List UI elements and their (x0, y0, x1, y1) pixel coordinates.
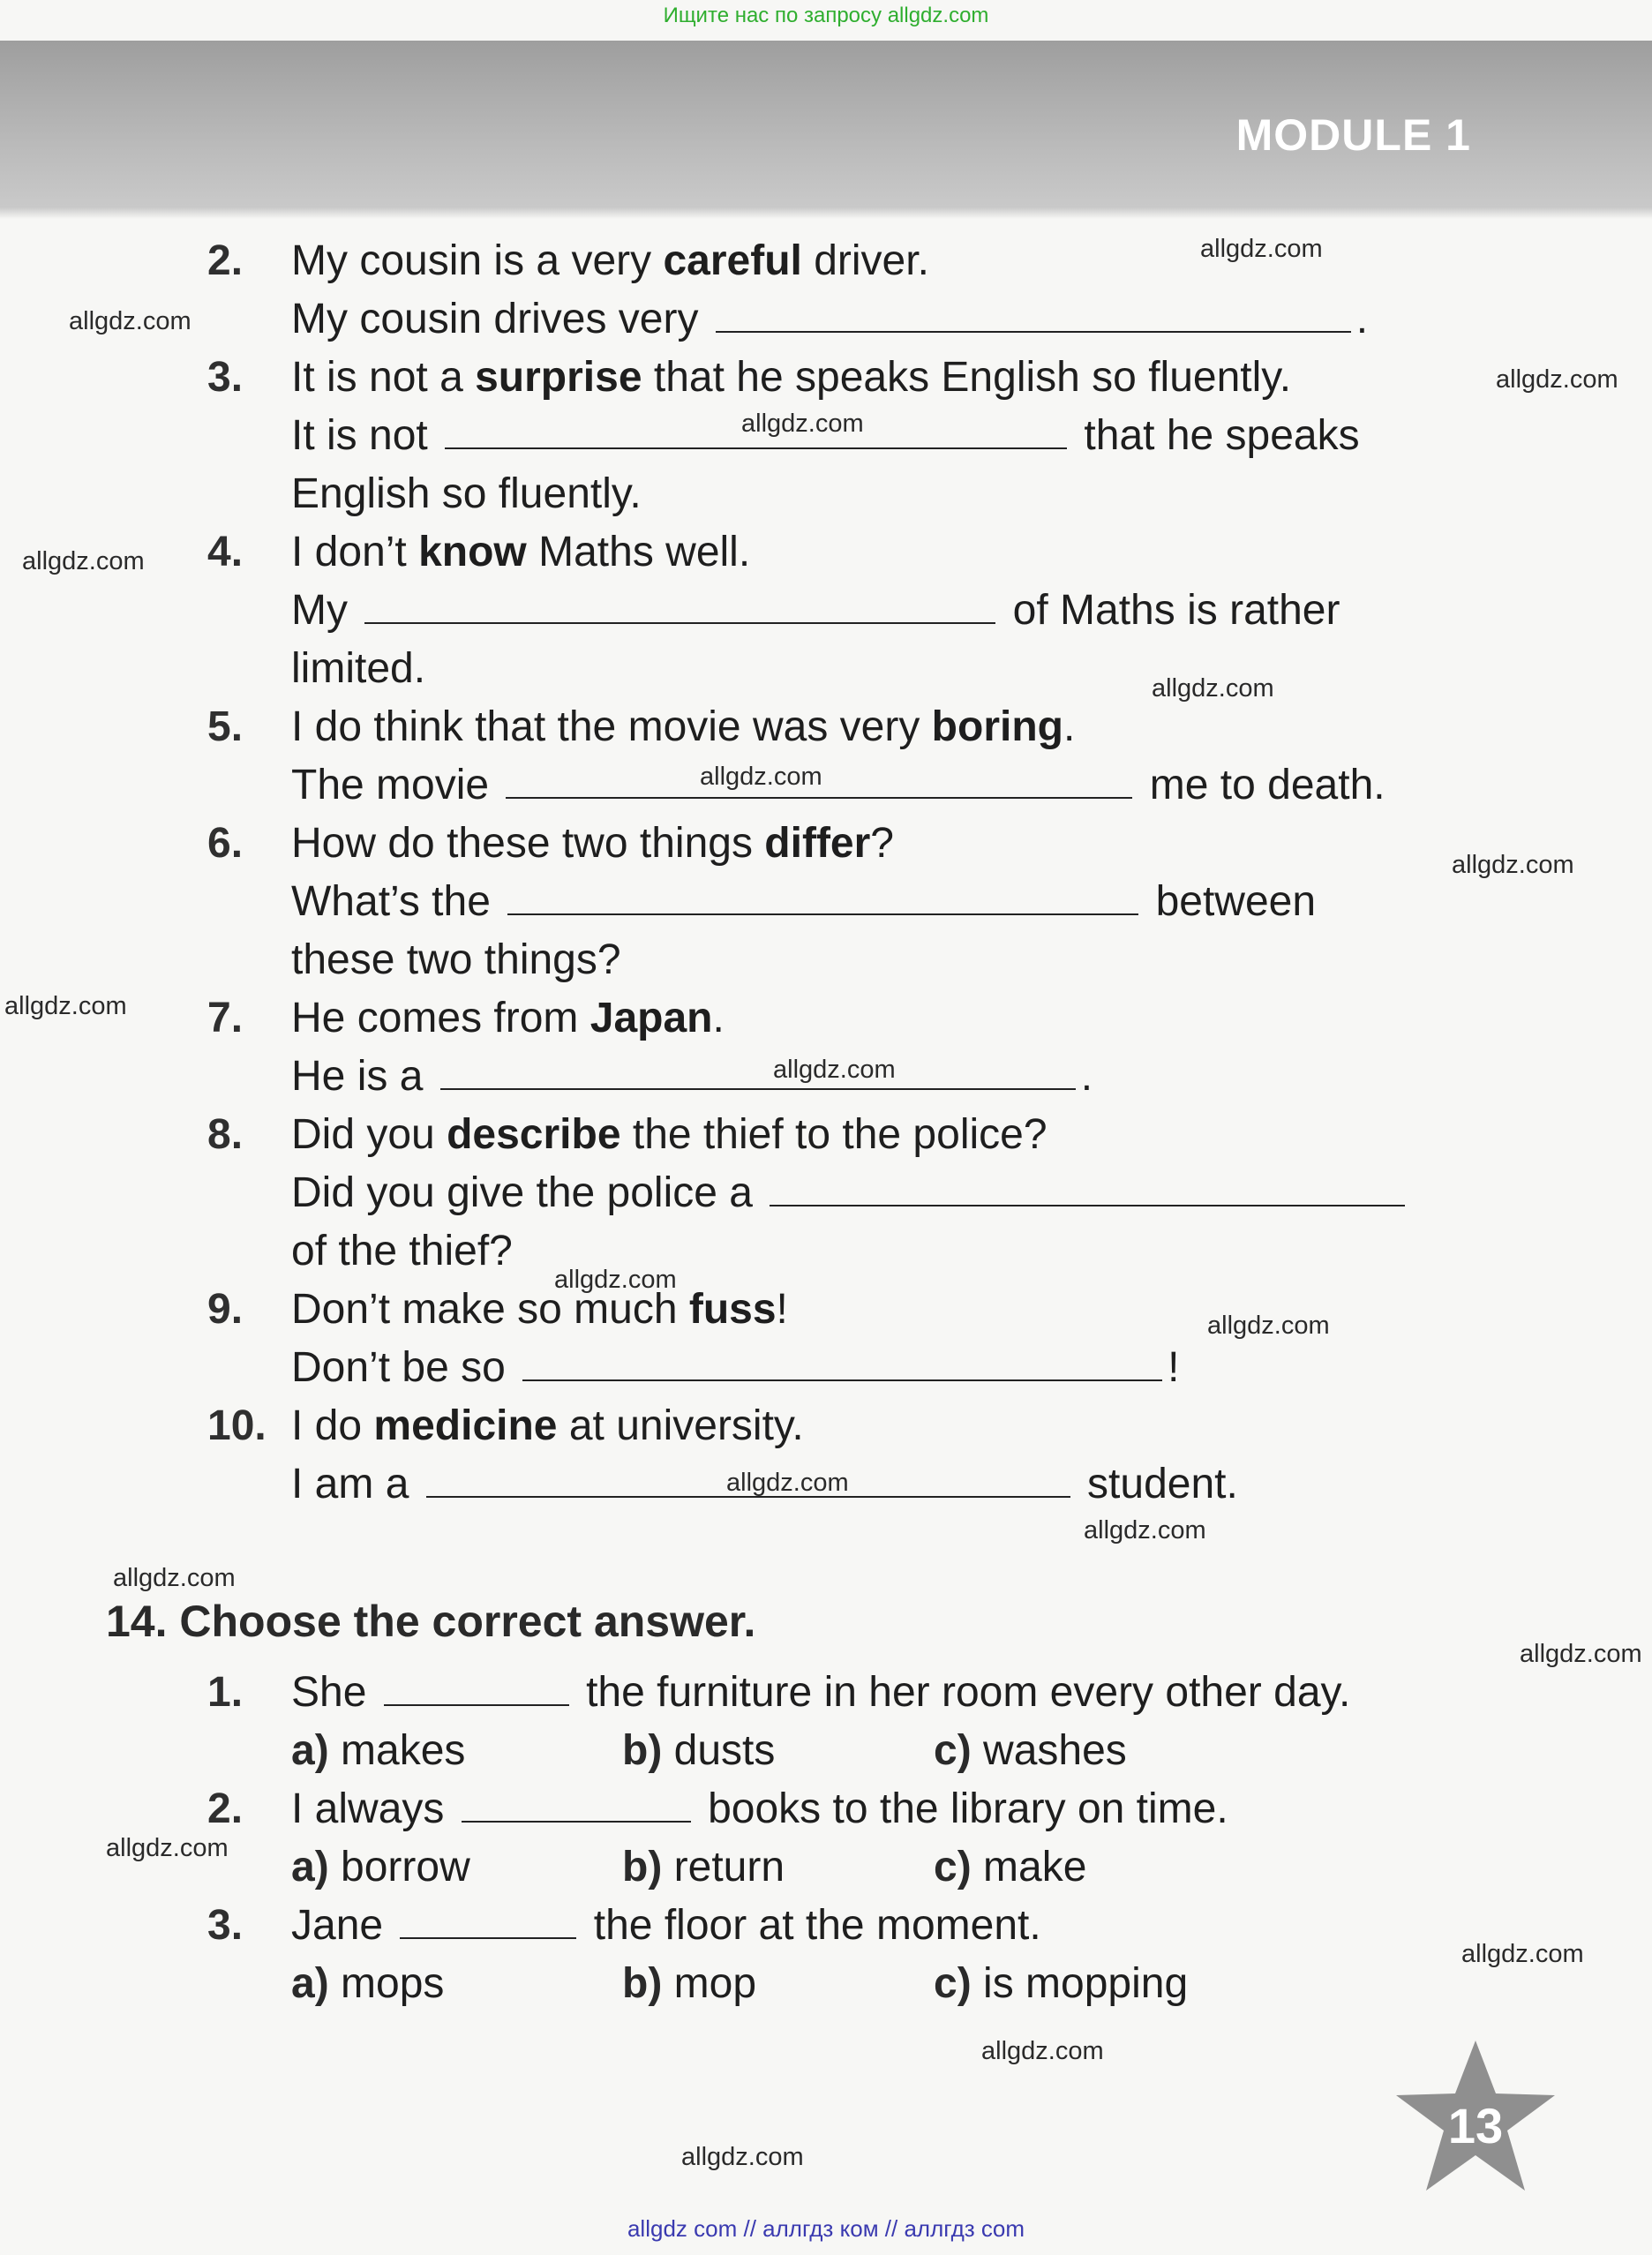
item-10-line2: I am a student. (291, 1461, 1238, 1507)
question-2-text: I always books to the library on time. (291, 1785, 1228, 1832)
option-c[interactable]: c) is mopping (934, 1960, 1189, 2007)
page-number: 13 (1447, 2098, 1504, 2154)
option-a[interactable]: a) borrow (291, 1844, 470, 1890)
option-a[interactable]: a) mops (291, 1960, 445, 2007)
item-number: 7. (207, 995, 244, 1041)
item-7-line1: He comes from Japan. (291, 995, 725, 1041)
item-6-line1: How do these two things differ? (291, 820, 894, 867)
page-number-star (1394, 2039, 1558, 2193)
item-number: 10. (207, 1402, 267, 1449)
watermark: allgdz.com (106, 1834, 229, 1862)
item-9-line1: Don’t make so much fuss! (291, 1286, 788, 1333)
watermark: allgdz.com (69, 307, 191, 335)
item-5-line1: I do think that the movie was very boring. (291, 703, 1076, 750)
option-c[interactable]: c) make (934, 1844, 1087, 1890)
watermark: allgdz.com (981, 2037, 1104, 2065)
item-9-line2: Don’t be so ! (291, 1344, 1180, 1391)
answer-blank[interactable] (440, 1053, 1076, 1090)
watermark: allgdz.com (554, 1266, 677, 1294)
answer-blank[interactable] (400, 1902, 576, 1939)
item-4-line3: limited. (291, 645, 426, 692)
module-title: MODULE 1 (1235, 110, 1471, 160)
watermark: allgdz.com (700, 763, 822, 791)
item-number: 9. (207, 1286, 244, 1333)
question-1-text: She the furniture in her room every other day. (291, 1669, 1351, 1716)
answer-blank[interactable] (384, 1669, 569, 1706)
option-b[interactable]: b) dusts (622, 1727, 776, 1774)
watermark: allgdz.com (4, 992, 127, 1020)
item-8-line2: Did you give the police a (291, 1169, 1410, 1218)
question-number: 1. (207, 1669, 244, 1716)
watermark: allgdz.com (1461, 1940, 1584, 1968)
header-shadow (0, 207, 1652, 219)
answer-blank[interactable] (507, 878, 1138, 915)
item-4-line2: My of Maths is rather (291, 587, 1340, 634)
item-4-line1: I don’t know Maths well. (291, 529, 751, 575)
item-2-line1: My cousin is a very careful driver. (291, 237, 929, 284)
watermark: allgdz.com (1084, 1516, 1206, 1545)
item-3-line1: It is not a surprise that he speaks English so fluently. (291, 354, 1292, 401)
bottom-links[interactable]: allgdz com // аллгдз ком // аллгдз com (627, 2215, 1025, 2242)
watermark: allgdz.com (113, 1564, 236, 1592)
question-number: 2. (207, 1785, 244, 1832)
watermark: allgdz.com (1496, 365, 1618, 394)
watermark: allgdz.com (1452, 851, 1574, 879)
item-3-line2: It is not that he speaks (291, 412, 1360, 459)
item-7-line2: He is a . (291, 1053, 1093, 1100)
item-2-line2: My cousin drives very . (291, 296, 1369, 342)
item-number: 5. (207, 703, 244, 750)
option-b[interactable]: b) mop (622, 1960, 757, 2007)
answer-blank[interactable] (522, 1344, 1162, 1381)
item-5-line2: The movie me to death. (291, 762, 1385, 808)
item-6-line2: What’s the between (291, 878, 1317, 925)
option-c[interactable]: c) washes (934, 1727, 1127, 1774)
option-b[interactable]: b) return (622, 1844, 785, 1890)
answer-blank[interactable] (462, 1785, 691, 1823)
watermark: allgdz.com (1152, 674, 1274, 703)
item-number: 3. (207, 354, 244, 401)
item-6-line3: these two things? (291, 936, 621, 983)
item-8-line1: Did you describe the thief to the police? (291, 1111, 1048, 1158)
watermark: allgdz.com (22, 547, 145, 575)
item-3-line3: English so fluently. (291, 470, 642, 517)
exercise-heading: 14. Choose the correct answer. (106, 1597, 756, 1646)
answer-blank[interactable] (364, 587, 995, 624)
question-number: 3. (207, 1902, 244, 1949)
item-8-line3: of the thief? (291, 1228, 513, 1274)
watermark: allgdz.com (741, 410, 864, 438)
answer-blank[interactable] (770, 1169, 1405, 1206)
question-3-text: Jane the floor at the moment. (291, 1902, 1041, 1949)
watermark: allgdz.com (681, 2143, 804, 2171)
watermark: allgdz.com (1520, 1640, 1642, 1668)
top-link[interactable]: Ищите нас по запросу allgdz.com (663, 4, 989, 27)
watermark: allgdz.com (1200, 235, 1323, 263)
watermark: allgdz.com (1207, 1312, 1330, 1340)
item-10-line1: I do medicine at university. (291, 1402, 804, 1449)
watermark: allgdz.com (773, 1056, 896, 1084)
option-a[interactable]: a) makes (291, 1727, 466, 1774)
item-number: 8. (207, 1111, 244, 1158)
item-number: 6. (207, 820, 244, 867)
answer-blank[interactable] (716, 296, 1351, 333)
item-number: 2. (207, 237, 244, 284)
item-number: 4. (207, 529, 244, 575)
watermark: allgdz.com (726, 1469, 849, 1497)
